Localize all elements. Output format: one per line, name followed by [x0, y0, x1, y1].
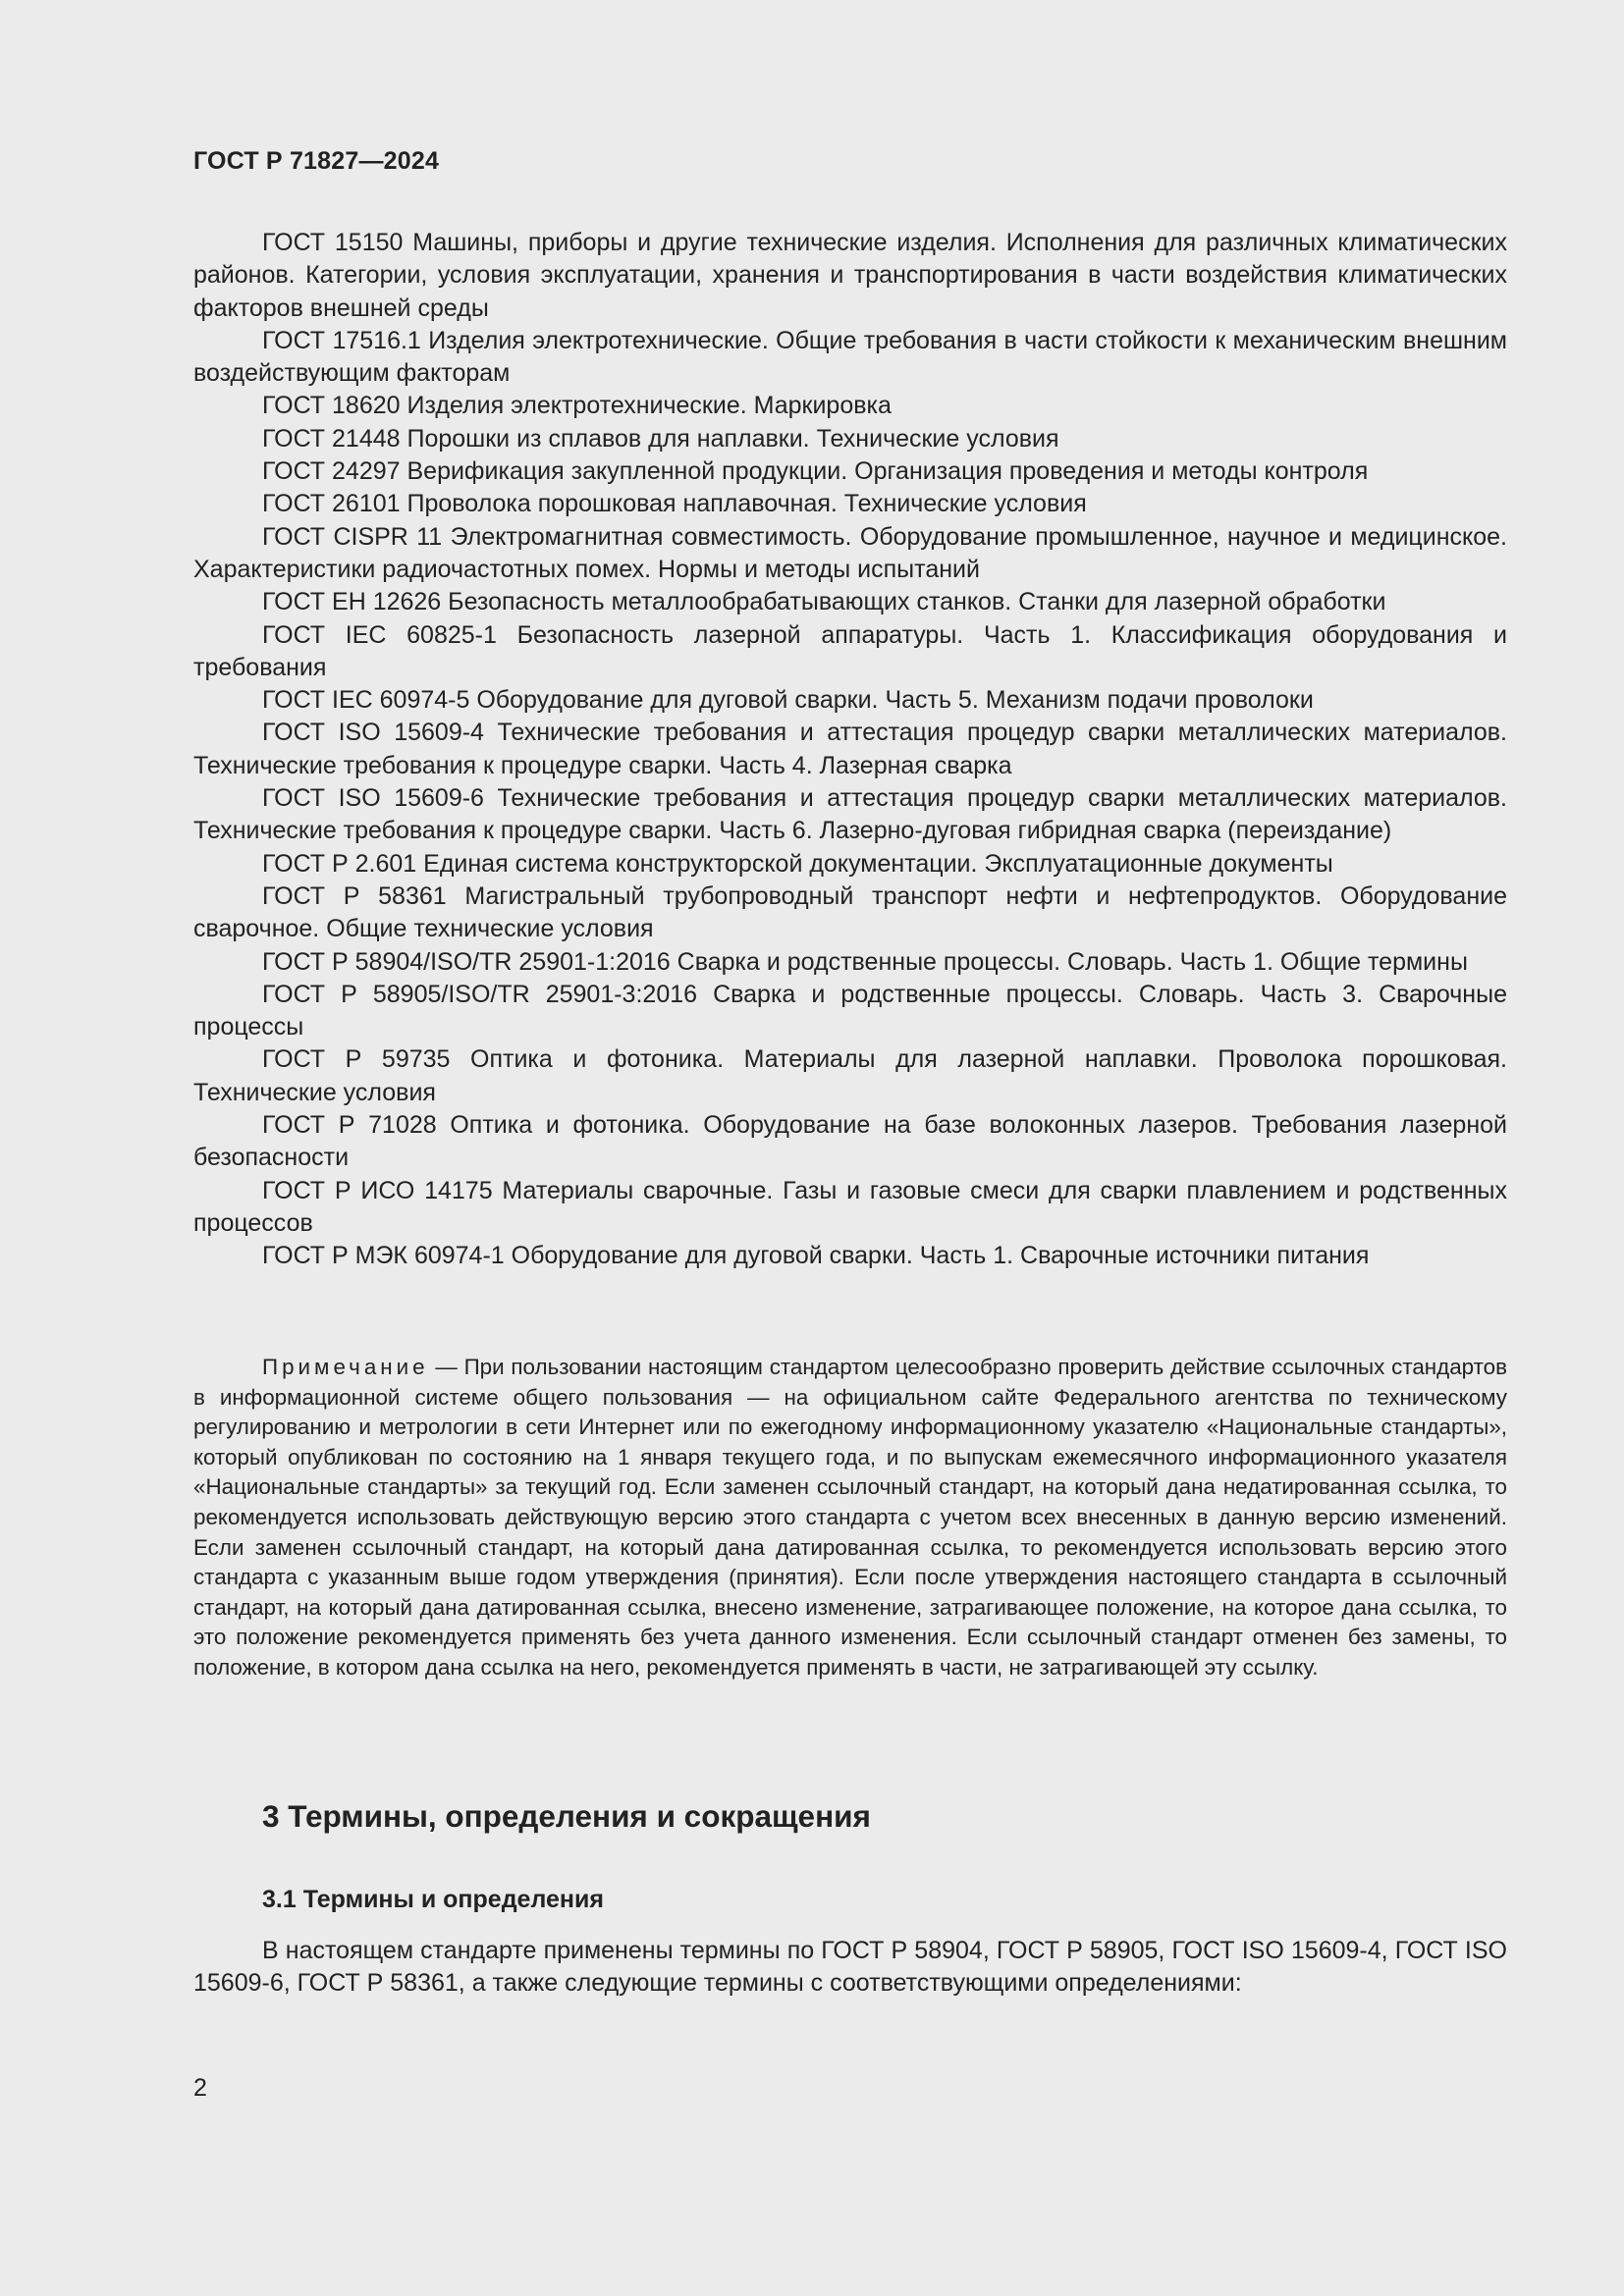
reference-item: ГОСТ 21448 Порошки из сплавов для наплавки. Технические условия — [262, 424, 1059, 453]
reference-item: ГОСТ IEC 60974-5 Оборудование для дуговой сварки. Часть 5. Механизм подачи проволоки — [262, 686, 1314, 715]
document-header: ГОСТ Р 71827—2024 — [193, 147, 440, 175]
terms-intro-paragraph: В настоящем стандарте применены термины по ГОСТ Р 58904, ГОСТ Р 58905, ГОСТ ISO 15609-4, ГОСТ ISO 15609-6, ГОСТ Р 58361, а также следующие термины с соответствующими определениями: — [193, 1937, 1507, 1998]
normative-references-list — [193, 227, 1507, 1273]
note-label: Примечание — [262, 1355, 429, 1379]
reference-item: ГОСТ 17516.1 Изделия электротехнические. Общие требования в части стойкости к механическим внешним воздействующим факторам — [193, 326, 1507, 388]
reference-item: ГОСТ Р 59735 Оптика и фотоника. Материалы для лазерной наплавки. Проволока порошковая. Технические условия — [193, 1045, 1507, 1106]
reference-item: ГОСТ Р МЭК 60974-1 Оборудование для дуговой сварки. Часть 1. Сварочные источники питания — [262, 1242, 1370, 1270]
reference-item: ГОСТ 15150 Машины, приборы и другие технические изделия. Исполнения для различных климатических районов. Категории, условия эксплуатации, хранения и транспортирования в части воздействия климатических факторов внешней среды — [193, 229, 1507, 322]
reference-item: ГОСТ 26101 Проволока порошковая наплавочная. Технические условия — [262, 490, 1087, 518]
reference-item: ГОСТ CISPR 11 Электромагнитная совместимость. Оборудование промышленное, научное и медицинское. Характеристики радиочастотных помех. Нормы и методы испытаний — [193, 522, 1507, 583]
reference-item: ГОСТ Р 2.601 Единая система конструкторской документации. Эксплуатационные документы — [262, 849, 1333, 878]
reference-item: ГОСТ Р 58905/ISO/TR 25901-3:2016 Сварка и родственные процессы. Словарь. Часть 3. Сварочные процессы — [193, 980, 1507, 1041]
reference-item: ГОСТ Р ИСО 14175 Материалы сварочные. Газы и газовые смеси для сварки плавлением и родственных процессов — [193, 1176, 1507, 1237]
reference-item: ГОСТ Р 71028 Оптика и фотоника. Оборудование на базе волоконных лазеров. Требования лазерной безопасности — [193, 1111, 1507, 1172]
reference-item: ГОСТ ISO 15609-6 Технические требования и аттестация процедур сварки металлических материалов. Технические требования к процедуре сварки. Часть 6. Лазерно-дуговая гибридная сварка (переиздание) — [193, 784, 1507, 845]
note-text: — При пользовании настоящим стандартом целесообразно проверить действие ссылочных стандартов в информационной системе общего пользования — на официальном сайте Федерального агентства по техническому регулированию и метрологии в сети Интернет или по ежегодному информационному указателю «Национальные стандарты», который опубликован по состоянию на 1 января текущего года, и по выпускам ежемесячного информационного указателя «Национальные стандарты» за текущий год. Если заменен ссылочный стандарт, на который дана недатированная ссылка, то рекомендуется использовать действующую версию этого стандарта с учетом всех внесенных в данную версию изменений. Если заменен ссылочный стандарт, на который дана датированная ссылка, то рекомендуется использовать версию этого стандарта с указанным выше годом утверждения (принятия). Если после утверждения настоящего стандарта в ссылочный стандарт, на который дана датированная ссылка, внесено изменение, затрагивающее положение, на которое дана ссылка, то это положение рекомендуется применять без учета данного изменения. Если ссылочный стандарт отменен без замены, то положение, в котором дана ссылка на него, рекомендуется применять в части, не затрагивающей эту ссылку. — [193, 1355, 1507, 1680]
section-title: 3 Термины, определения и сокращения — [262, 1798, 871, 1834]
page-number: 2 — [193, 2074, 207, 2102]
reference-item: ГОСТ 18620 Изделия электротехнические. Маркировка — [262, 392, 892, 420]
reference-item: ГОСТ ISO 15609-4 Технические требования и аттестация процедур сварки металлических материалов. Технические требования к процедуре сварки. Часть 4. Лазерная сварка — [193, 719, 1507, 779]
reference-item: ГОСТ ЕН 12626 Безопасность металлообрабатывающих станков. Станки для лазерной обработки — [262, 588, 1386, 616]
reference-item: ГОСТ IEC 60825-1 Безопасность лазерной аппаратуры. Часть 1. Классификация оборудования и требования — [193, 620, 1507, 681]
reference-item: ГОСТ 24297 Верификация закупленной продукции. Организация проведения и методы контроля — [262, 457, 1369, 486]
note-paragraph — [193, 1353, 1507, 1683]
subsection-title: 3.1 Термины и определения — [262, 1886, 604, 1913]
reference-item: ГОСТ Р 58904/ISO/TR 25901-1:2016 Сварка и родственные процессы. Словарь. Часть 1. Общие термины — [262, 947, 1468, 976]
reference-item: ГОСТ Р 58361 Магистральный трубопроводный транспорт нефти и нефтепродуктов. Оборудование сварочное. Общие технические условия — [193, 881, 1507, 943]
